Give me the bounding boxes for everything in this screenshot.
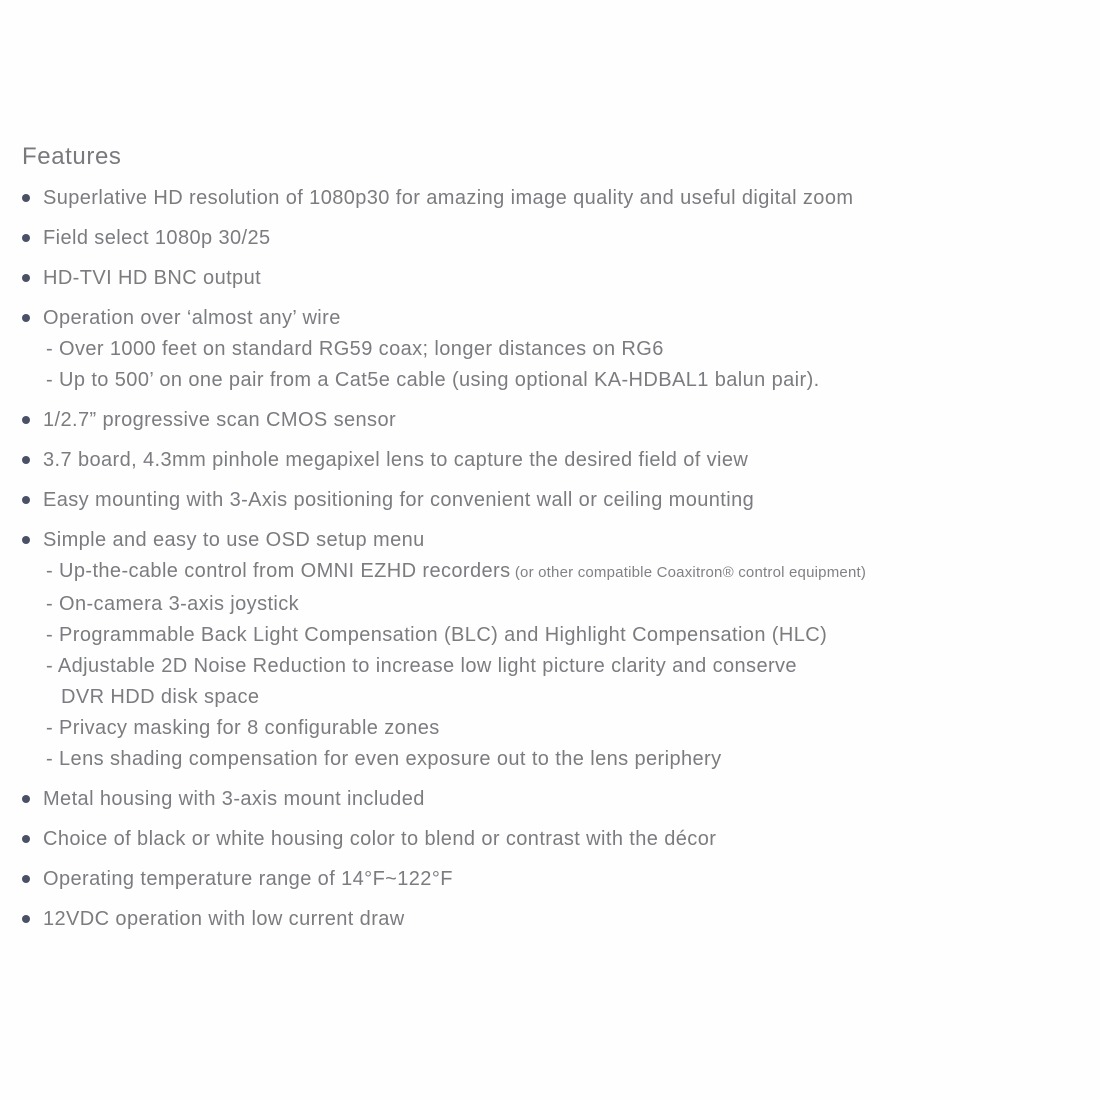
feature-item	[22, 186, 1072, 210]
feature-subitem: - Over 1000 feet on standard RG59 coax; longer distances on RG6	[46, 338, 664, 360]
feature-text: Operating temperature range of 14°F~122°F	[43, 868, 453, 890]
bullet-icon	[22, 416, 30, 424]
feature-subitem: - Adjustable 2D Noise Reduction to increase low light picture clarity and conserve	[46, 655, 797, 677]
feature-item	[22, 787, 1072, 811]
feature-subitem: - Programmable Back Light Compensation (BLC) and Highlight Compensation (HLC)	[46, 624, 828, 646]
bullet-icon	[22, 536, 30, 544]
feature-text: 1/2.7” progressive scan CMOS sensor	[43, 409, 397, 431]
feature-item	[22, 448, 1072, 472]
feature-text: Easy mounting with 3-Axis positioning for convenient wall or ceiling mounting	[43, 489, 755, 511]
feature-text: Superlative HD resolution of 1080p30 for amazing image quality and useful digital zoom	[43, 187, 854, 209]
feature-subitem: - Up to 500’ on one pair from a Cat5e cable (using optional KA-HDBAL1 balun pair).	[46, 369, 820, 391]
feature-subitem: - Lens shading compensation for even exposure out to the lens periphery	[46, 748, 722, 770]
feature-text: Operation over ‘almost any’ wire	[43, 307, 341, 329]
feature-subitem: - On-camera 3-axis joystick	[46, 593, 300, 615]
bullet-icon	[22, 234, 30, 242]
feature-subitem: - Up-the-cable control from OMNI EZHD recorders (or other compatible Coaxitron® control equipment)	[46, 560, 867, 582]
bullet-icon	[22, 496, 30, 504]
feature-item	[22, 408, 1072, 432]
bullet-icon	[22, 835, 30, 843]
feature-item	[22, 226, 1072, 250]
feature-text: 12VDC operation with low current draw	[43, 908, 405, 930]
feature-item	[22, 907, 1072, 931]
feature-item	[22, 488, 1072, 512]
page-title: Features	[22, 143, 122, 170]
feature-text: Choice of black or white housing color to blend or contrast with the décor	[43, 828, 717, 850]
bullet-icon	[22, 456, 30, 464]
feature-subitem: - Privacy masking for 8 configurable zones	[46, 717, 440, 739]
feature-item	[22, 867, 1072, 891]
feature-text: 3.7 board, 4.3mm pinhole megapixel lens to capture the desired field of view	[43, 449, 749, 471]
features-list	[22, 186, 1072, 931]
feature-item	[22, 827, 1072, 851]
feature-item	[22, 266, 1072, 290]
feature-subitem-continuation: DVR HDD disk space	[61, 686, 260, 708]
feature-text: HD-TVI HD BNC output	[43, 267, 262, 289]
feature-text: Simple and easy to use OSD setup menu	[43, 529, 425, 551]
bullet-icon	[22, 314, 30, 322]
feature-item	[22, 528, 1072, 771]
bullet-icon	[22, 194, 30, 202]
bullet-icon	[22, 875, 30, 883]
bullet-icon	[22, 915, 30, 923]
bullet-icon	[22, 274, 30, 282]
feature-subitem-note: (or other compatible Coaxitron® control equipment)	[510, 564, 867, 581]
bullet-icon	[22, 795, 30, 803]
feature-item	[22, 306, 1072, 392]
feature-text: Field select 1080p 30/25	[43, 227, 271, 249]
feature-text: Metal housing with 3-axis mount included	[43, 788, 425, 810]
